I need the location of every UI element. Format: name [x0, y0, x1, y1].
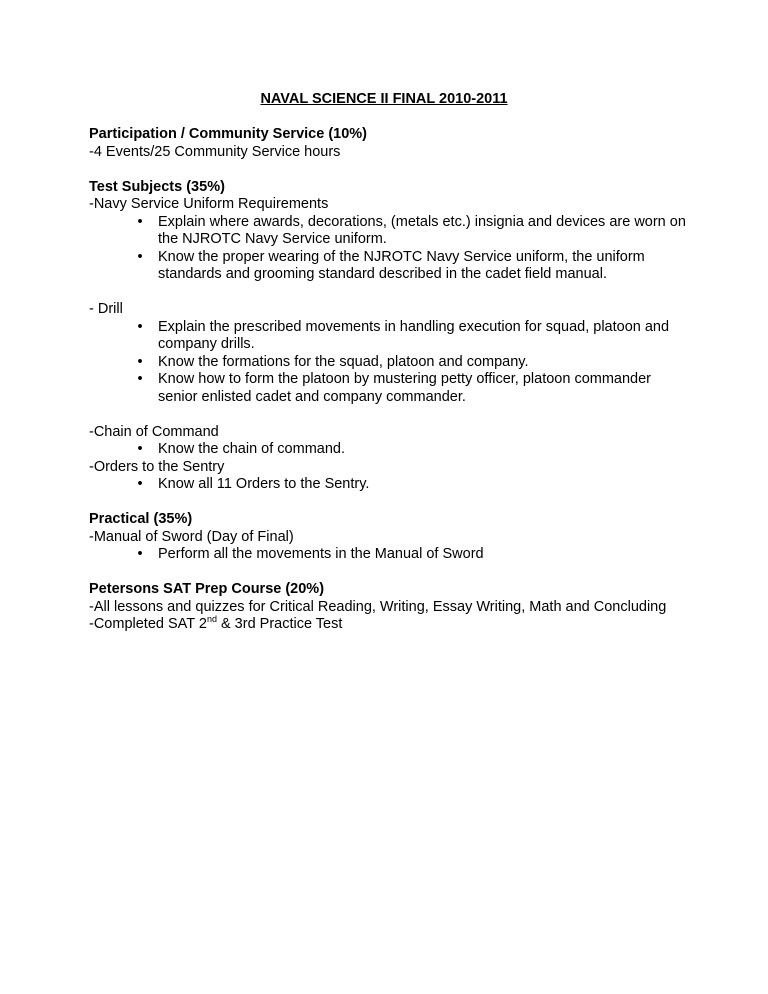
practical-bullet-list: [89, 546, 689, 564]
participation-heading: Participation / Community Service (10%): [89, 126, 367, 142]
sat-lessons-line: -All lessons and quizzes for Critical Reading, Writing, Essay Writing, Math and Concluding: [89, 598, 667, 615]
list-item-text: Know how to form the platoon by mustering petty officer, platoon commander senior enlisted cadet and company commander.: [158, 371, 651, 405]
list-item: [134, 371, 689, 406]
list-item: [134, 546, 689, 564]
bullet-icon: •: [137, 476, 143, 492]
sentry-bullet-list: [89, 476, 689, 494]
bullet-icon: •: [137, 248, 143, 265]
bullet-icon: •: [137, 371, 143, 387]
bullet-icon: •: [137, 318, 143, 335]
list-item-text: Explain the prescribed movements in handling execution for squad, platoon and company drills.: [158, 318, 670, 352]
list-item: [134, 441, 689, 459]
list-item: [134, 214, 689, 249]
chain-of-command-label: -Chain of Command: [89, 423, 219, 440]
list-item-text: Know the formations for the squad, platoon and company.: [158, 353, 529, 370]
list-item: [134, 354, 689, 372]
sat-completed-prefix: -Completed SAT 2: [89, 616, 207, 632]
bullet-icon: •: [137, 353, 143, 370]
practical-heading: Practical (35%): [89, 511, 193, 527]
list-item-text: Know the chain of command.: [158, 441, 345, 457]
list-item-text: Perform all the movements in the Manual of Sword: [158, 546, 484, 562]
sat-prep-heading: Petersons SAT Prep Course (20%): [89, 581, 325, 597]
list-item-text: Explain where awards, decorations, (metals etc.) insignia and devices are worn on the NJROTC Navy Service uniform.: [158, 213, 686, 247]
uniform-label: -Navy Service Uniform Requirements: [89, 196, 329, 212]
document-body: [89, 126, 689, 634]
drill-label: - Drill: [89, 301, 123, 317]
test-subjects-heading: Test Subjects (35%): [89, 178, 225, 195]
drill-bullet-list: [89, 319, 689, 407]
bullet-icon: •: [137, 546, 143, 562]
participation-line: -4 Events/25 Community Service hours: [89, 143, 341, 160]
chain-bullet-list: [89, 441, 689, 459]
list-item-text: Know the proper wearing of the NJROTC Navy Service uniform, the uniform standards and grooming standard described in the cadet field manual.: [158, 248, 645, 282]
sat-completed-line: [89, 616, 689, 634]
list-item: [134, 249, 689, 284]
bullet-icon: •: [137, 441, 143, 457]
sat-completed-superscript: nd: [206, 614, 217, 625]
bullet-icon: •: [137, 213, 143, 230]
orders-to-sentry-label: -Orders to the Sentry: [89, 458, 225, 475]
list-item: [134, 476, 689, 494]
list-item-text: Know all 11 Orders to the Sentry.: [158, 476, 370, 492]
manual-of-sword-label: -Manual of Sword (Day of Final): [89, 528, 294, 545]
list-item: [134, 319, 689, 354]
sat-completed-suffix: & 3rd Practice Test: [216, 616, 343, 632]
document-title: NAVAL SCIENCE II FINAL 2010-2011: [260, 91, 508, 107]
uniform-bullet-list: [89, 214, 689, 284]
